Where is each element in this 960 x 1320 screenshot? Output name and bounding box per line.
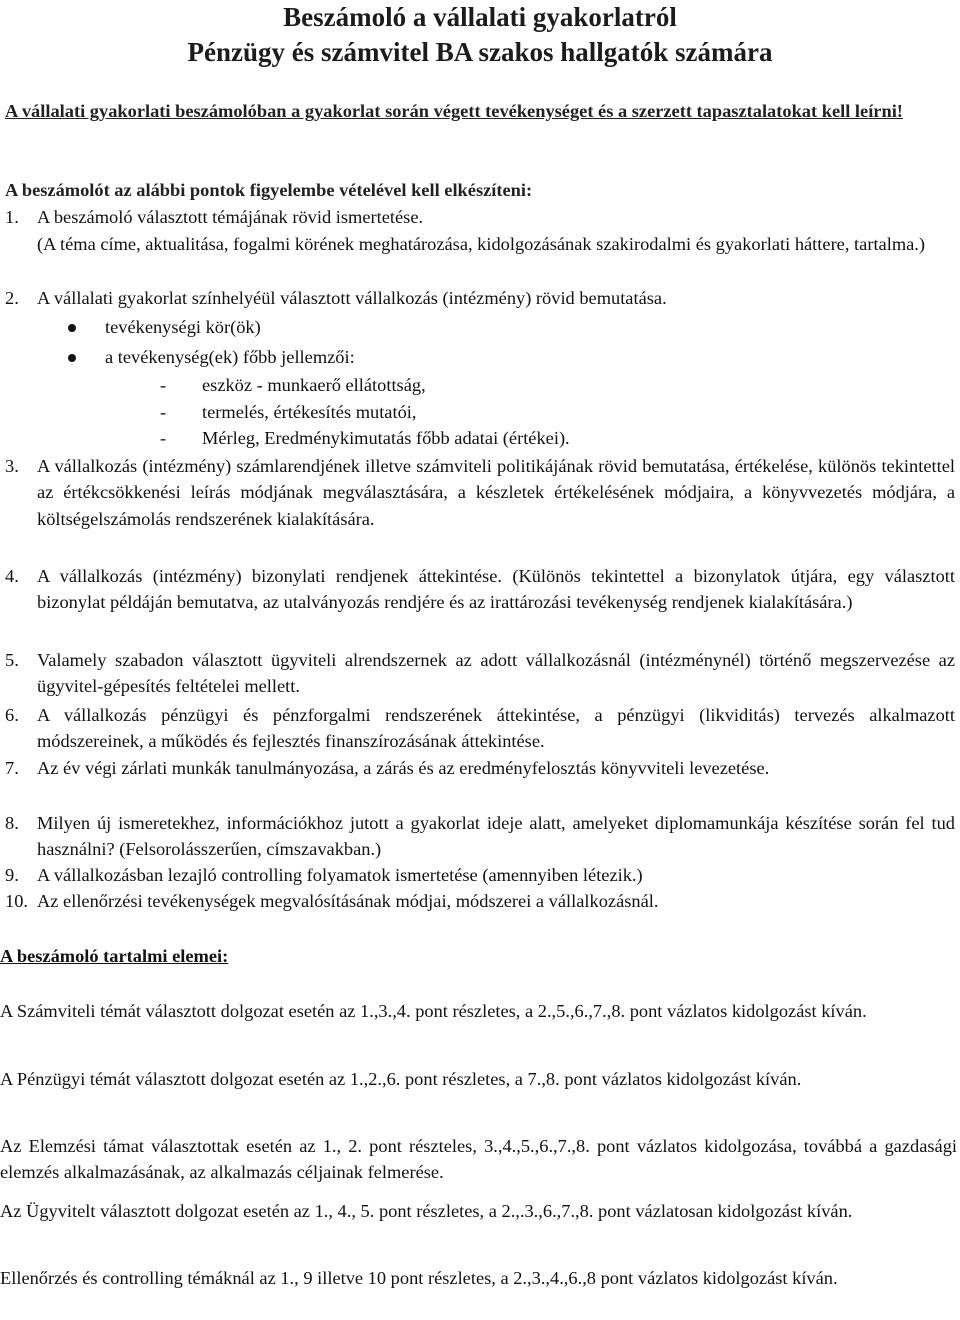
list-item	[5, 285, 955, 311]
item-text: Milyen új ismeretekhez, információkhoz jutott a gyakorlat ideje alatt, amelyeket diplomamunkája készítése során fel tud használni? (Felsorolásszerűen, címszavakban.)	[37, 813, 955, 860]
item-number: 10.	[5, 891, 28, 911]
item-text: A vállalkozás (intézmény) bizonylati rendjenek áttekintése. (Különös tekintettel a bizonylatok útjára, egy választott bizonylat példáján bemutatva, az utalványozás rendjére és az irattározási tevékenység rendjenek kialakítására.)	[37, 566, 955, 613]
item-text: A vállalkozás pénzügyi és pénzforgalmi rendszerének áttekintése, a pénzügyi (likviditás) tervezés alkalmazott módszereinek, a működés és fejlesztés finanszírozásának áttekintése.	[37, 705, 955, 752]
bullet-text: a tevékenység(ek) főbb jellemzői:	[105, 347, 355, 367]
list-item	[5, 862, 955, 888]
dash-text: eszköz - munkaerő ellátottság,	[202, 375, 426, 395]
list-item	[5, 702, 955, 755]
list-item	[5, 453, 955, 532]
page-subtitle: Pénzügy és számvitel BA szakos hallgatók számára	[187, 37, 773, 67]
page-title: Beszámoló a vállalati gyakorlatról	[283, 2, 677, 32]
points-heading: A beszámolót az alábbi pontok figyelembe vételével kell elkészíteni:	[5, 180, 533, 200]
list-item	[5, 755, 955, 781]
dash-item	[160, 425, 570, 451]
content-paragraph: Az Ügyvitelt választott dolgozat esetén az 1., 4., 5. pont részletes, a 2.,.3.,6.,7.,8. pont vázlatosan kidolgozást kíván.	[0, 1201, 853, 1221]
list-item	[5, 204, 955, 230]
bullet-icon	[68, 354, 76, 362]
item-text: A beszámoló választott témájának rövid ismertetése.	[37, 207, 424, 227]
dash-marker: -	[160, 375, 167, 395]
item-number: 1.	[5, 207, 19, 227]
content-paragraph: Az Elemzési támat választottak esetén az 1., 2. pont részteles, 3.,4.,5.,6.,7.,8. pont vázlatos kidolgozása, továbbá a gazdasági elemzés alkalmazásának, az alkalmazás céljainak felmerése.	[0, 1136, 957, 1183]
item-text: A vállalkozás (intézmény) számlarendjének illetve számviteli politikájának rövid bemutatása, értékelése, különös tekintettel az értékcsökkenési leírás módjának megválasztására, a készletek értékelésének módjaira, a könyvvezetés módjára, a költségelszámolás rendszerének kialakítására.	[37, 456, 955, 529]
list-item	[5, 647, 955, 700]
content-paragraph: Ellenőrzés és controlling témáknál az 1., 9 illetve 10 pont részletes, a 2.,3.,4.,6.,8 pont vázlatos kidolgozást kíván.	[0, 1268, 838, 1288]
item-text: Az év végi zárlati munkák tanulmányozása, a zárás és az eredményfelosztás könyvviteli levezetése.	[37, 758, 770, 778]
item-number: 5.	[5, 650, 19, 670]
item-note: (A téma címe, aktualitása, fogalmi körének meghatározása, kidolgozásának szakirodalmi és gyakorlati háttere, tartalma.)	[37, 234, 926, 254]
intro-text: A vállalati gyakorlati beszámolóban a gyakorlat során végett tevékenységet és a szerzett tapasztalatokat kell leírni!	[5, 101, 903, 121]
bullet-item	[68, 344, 355, 370]
bullet-text: tevékenységi kör(ök)	[105, 317, 261, 337]
dash-text: termelés, értékesítés mutatói,	[202, 402, 417, 422]
item-text: Valamely szabadon választott ügyviteli alrendszernek az adott vállalkozásnál (intézménynél) történő megszervezése az ügyvitel-gépesítés feltételei mellett.	[37, 650, 955, 697]
bullet-item	[68, 314, 261, 340]
dash-marker: -	[160, 402, 167, 422]
list-item	[5, 810, 955, 863]
dash-item	[160, 372, 426, 398]
item-text: A vállalkozásban lezajló controlling folyamatok ismertetése (amennyiben létezik.)	[37, 865, 643, 885]
item-number: 9.	[5, 865, 19, 885]
content-heading: A beszámoló tartalmi elemei:	[0, 946, 229, 966]
item-number: 4.	[5, 566, 19, 586]
dash-item	[160, 399, 416, 425]
bullet-icon	[68, 324, 76, 332]
content-paragraph: A Számviteli témát választott dolgozat esetén az 1.,3.,4. pont részletes, a 2.,5.,6.,7.,8. pont vázlatos kidolgozást kíván.	[0, 1001, 867, 1021]
item-number: 7.	[5, 758, 19, 778]
dash-marker: -	[160, 428, 167, 448]
item-number: 6.	[5, 705, 19, 725]
item-number: 2.	[5, 288, 19, 308]
list-item	[5, 888, 955, 914]
list-item	[5, 563, 955, 616]
item-number: 8.	[5, 813, 19, 833]
item-text: Az ellenőrzési tevékenységek megvalósításának módjai, módszerei a vállalkozásnál.	[37, 891, 659, 911]
content-paragraph: A Pénzügyi témát választott dolgozat esetén az 1.,2.,6. pont részletes, a 7.,8. pont vázlatos kidolgozást kíván.	[0, 1069, 802, 1089]
item-text: A vállalati gyakorlat színhelyéül választott vállalkozás (intézmény) rövid bemutatása.	[37, 288, 667, 308]
dash-text: Mérleg, Eredménykimutatás főbb adatai (értékei).	[202, 428, 570, 448]
item-number: 3.	[5, 456, 19, 476]
